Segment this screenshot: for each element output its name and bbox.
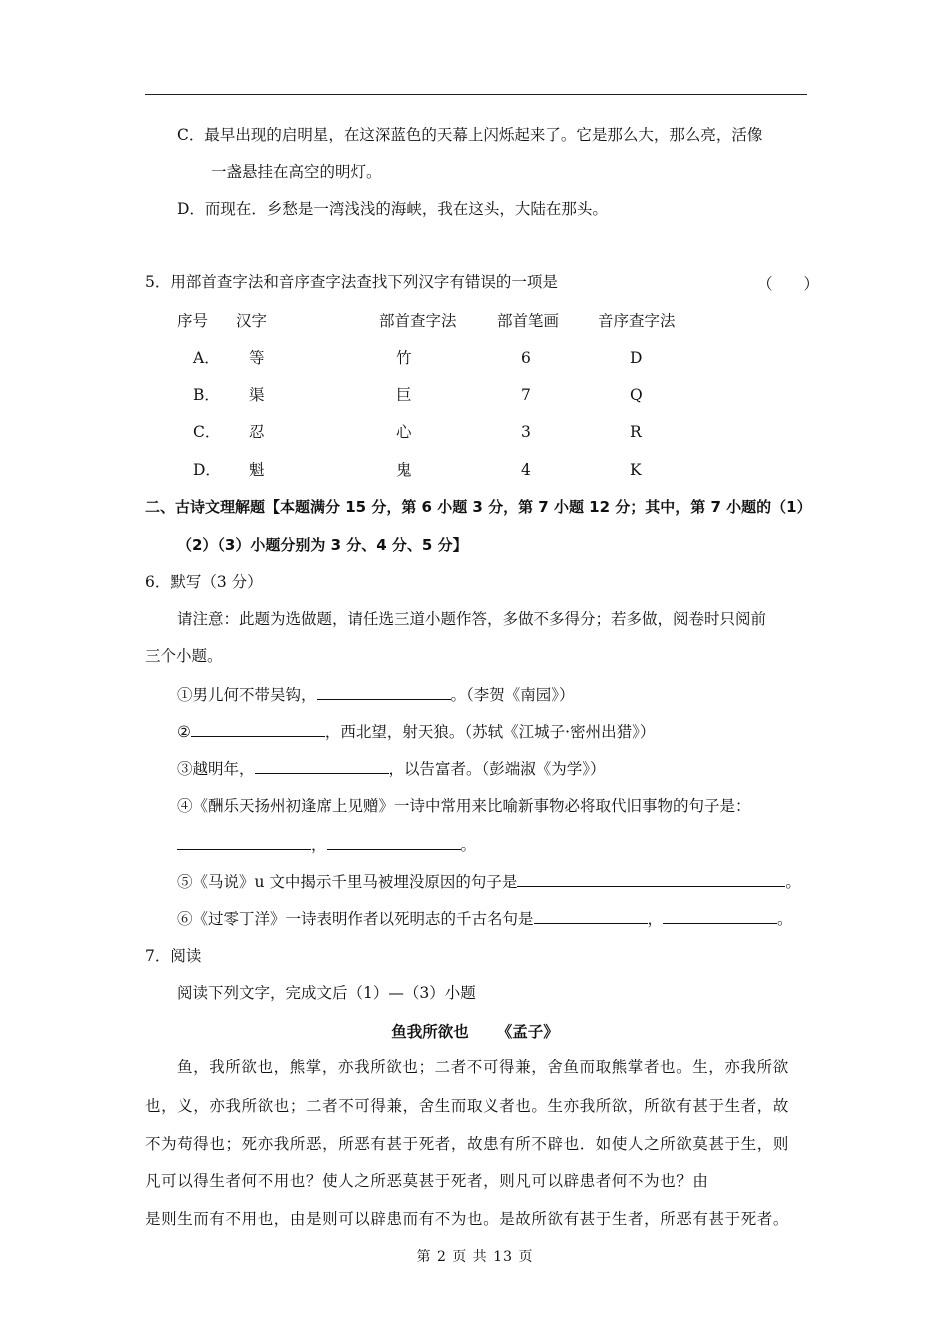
q6-item6: [177, 908, 793, 929]
q6-item5-prefix: ⑤《马说》u 文中揭示千里马被埋没原因的句子是: [177, 873, 518, 891]
q6-item2-suffix: ，西北望，射天狼。（苏轼《江城子·密州出猎》）: [324, 723, 656, 741]
q6-item3-blank[interactable]: [255, 758, 389, 774]
passage-title: [0, 1020, 950, 1042]
q5-row-d-pinyin: K: [630, 461, 642, 479]
q5-row-b-radical: 巨: [396, 386, 412, 404]
q6-item3-suffix: ，以告富者。（彭端淑《为学》）: [388, 760, 606, 778]
q6-item2-prefix: ②: [177, 723, 191, 741]
q5-row-a-char: 等: [249, 349, 265, 367]
passage-title-text: 鱼我所欲也: [391, 1023, 469, 1041]
q6-item4-period: 。: [460, 836, 477, 854]
q5-row-c-strokes: 3: [521, 423, 531, 441]
q6-item6-blank2[interactable]: [663, 908, 777, 924]
option-d-line: D．而现在．乡愁是一湾浅浅的海峡，我在这头，大陆在那头。: [177, 200, 608, 218]
q6-item4-line2: [177, 834, 476, 855]
passage-line-5: 是则生而有不用也，由是则可以辟患而有不为也。是故所欲有甚于生者，所恶有甚于死者。: [145, 1210, 790, 1228]
option-c-line2: 一盏悬挂在高空的明灯。: [211, 163, 382, 181]
q5-header-pinyin: 音序查字法: [598, 312, 676, 330]
q6-note-line1: 请注意：此题为选做题，请任选三道小题作答，多做不多得分；若多做，阅卷时只阅前: [177, 610, 767, 628]
q6-item1-blank[interactable]: [317, 684, 451, 700]
q5-answer-paren: （ ）: [757, 275, 820, 293]
section2-heading-line1: 二、古诗文理解题【本题满分 15 分，第 6 小题 3 分，第 7 小题 12 分；其中，第 7 小题的（1）: [145, 498, 812, 516]
q5-row-a-radical: 竹: [396, 349, 412, 367]
q6-item4-line1: ④《酬乐天扬州初逢席上见赠》一诗中常用来比喻新事物必将取代旧事物的句子是：: [177, 797, 751, 815]
q5-row-c-char: 忍: [249, 423, 265, 441]
q6-item4-blank2[interactable]: [327, 834, 461, 850]
q6-item3: [177, 758, 606, 779]
q6-item6-prefix: ⑥《过零丁洋》一诗表明作者以死明志的千古名句是: [177, 910, 534, 928]
q6-item3-prefix: ③越明年，: [177, 760, 255, 778]
q5-row-c-pinyin: R: [630, 423, 642, 441]
q6-item1-prefix: ①男儿何不带吴钩，: [177, 686, 317, 704]
q5-header-radical: 部首查字法: [379, 312, 457, 330]
q6-item2-blank[interactable]: [191, 721, 325, 737]
q5-row-c-label: C．: [193, 423, 221, 441]
passage-line-1: 鱼，我所欲也，熊掌，亦我所欲也；二者不可得兼，舍鱼而取熊掌者也。生，亦我所欲: [177, 1058, 789, 1076]
header-rule: [145, 94, 807, 95]
q6-item5: [177, 871, 801, 892]
q5-header-index: 序号: [177, 312, 209, 330]
section2-heading-line2: （2）（3）小题分别为 3 分、4 分、5 分】: [177, 536, 468, 554]
q5-row-a-strokes: 6: [521, 349, 531, 367]
q5-stem: 5．用部首查字法和音序查字法查找下列汉字有错误的一项是: [145, 273, 558, 291]
q5-row-c-radical: 心: [396, 423, 412, 441]
passage-author: 《孟子》: [496, 1023, 559, 1041]
option-c-line1: C．最早出现的启明星，在这深蓝色的天幕上闪烁起来了。它是那么大，那么亮，活像: [177, 126, 763, 144]
q6-item4-blank1[interactable]: [177, 834, 311, 850]
passage-line-2: 也，义，亦我所欲也；二者不可得兼，舍生而取义者也。生亦我所欲，所欲有甚于生者，故: [145, 1097, 790, 1115]
q5-header-strokes: 部首笔画: [497, 312, 560, 330]
passage-line-3: 不为苟得也；死亦我所恶，所恶有甚于死者，故患有所不辟也．如使人之所欲莫甚于生，则: [145, 1135, 790, 1153]
q6-item6-blank1[interactable]: [534, 908, 648, 924]
q7-instruction: 阅读下列文字，完成文后（1）—（3）小题: [177, 984, 476, 1002]
q6-item6-period: 。: [777, 910, 793, 928]
q6-item1-suffix: 。（李贺《南园》）: [450, 686, 575, 704]
passage-line-4: 凡可以得生者何不用也？使人之所恶莫甚于死者，则凡可以辟患者何不为也？由: [145, 1172, 709, 1190]
q5-row-d-strokes: 4: [521, 461, 531, 479]
q6-title: 6．默写（3 分）: [145, 573, 263, 591]
q5-row-b-label: B．: [193, 386, 220, 404]
q6-note-line2: 三个小题。: [145, 647, 223, 665]
page-footer: 第 2 页 共 13 页: [416, 1249, 534, 1265]
q5-row-d-label: D．: [193, 461, 221, 479]
q5-row-b-char: 渠: [249, 386, 265, 404]
q6-item6-comma: ，: [647, 910, 664, 928]
q5-row-b-pinyin: Q: [630, 386, 643, 404]
q6-item1: [177, 684, 575, 705]
q6-item5-blank[interactable]: [517, 871, 785, 887]
q5-row-b-strokes: 7: [521, 386, 531, 404]
q6-item5-period: 。: [785, 873, 801, 891]
q5-row-a-pinyin: D: [630, 349, 643, 367]
q5-row-d-radical: 鬼: [396, 461, 412, 479]
q6-item2: [177, 721, 655, 742]
q7-title: 7．阅读: [145, 947, 202, 965]
q5-row-a-label: A．: [193, 349, 220, 367]
q6-item4-comma: ，: [311, 836, 327, 854]
q5-row-d-char: 魁: [249, 461, 265, 479]
q5-header-char: 汉字: [236, 312, 268, 330]
